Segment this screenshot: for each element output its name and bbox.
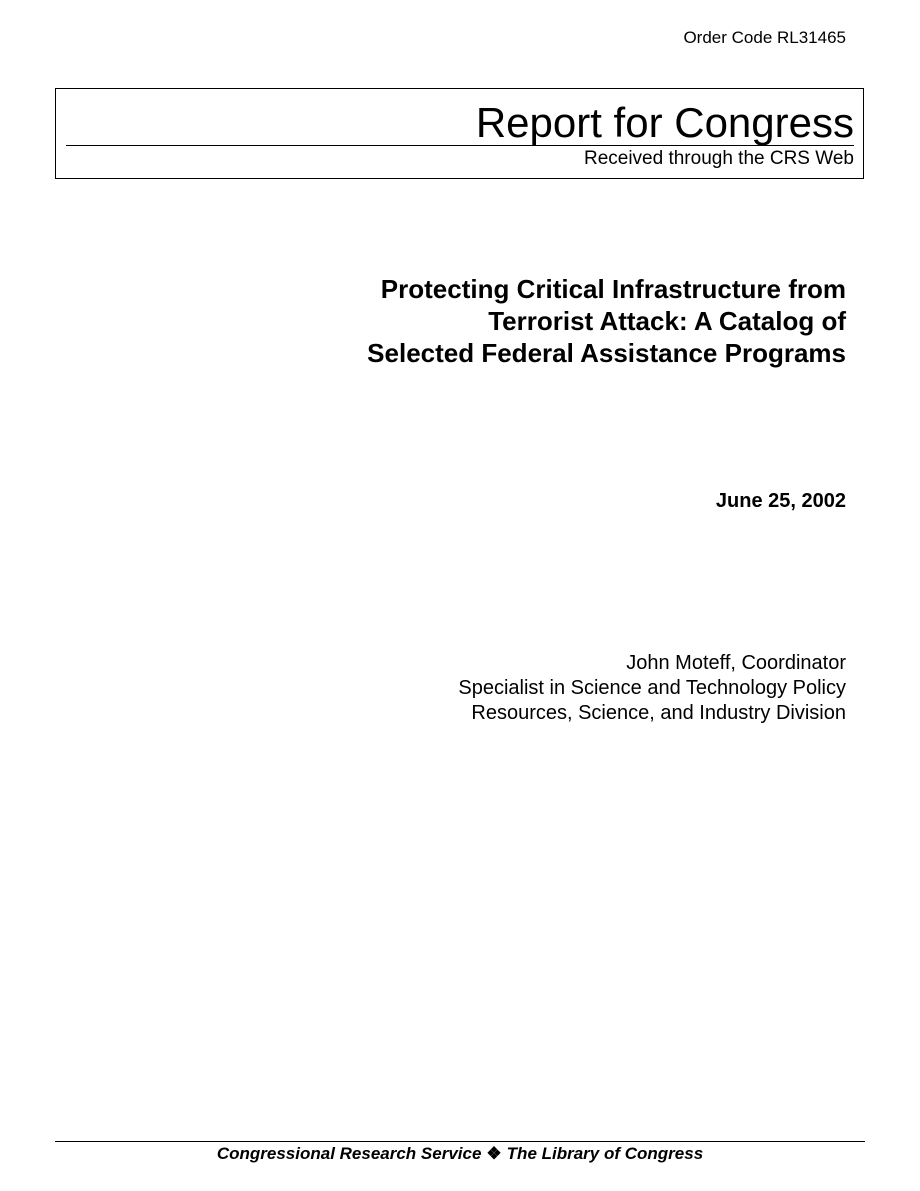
footer-divider <box>55 1141 865 1142</box>
diamond-separator-icon: ❖ <box>486 1144 502 1163</box>
author-block <box>458 651 846 726</box>
footer-library: The Library of Congress <box>506 1144 704 1163</box>
order-code: Order Code RL31465 <box>683 28 846 47</box>
footer-org: Congressional Research Service <box>216 1144 482 1163</box>
author-division: Resources, Science, and Industry Division <box>471 702 846 724</box>
footer <box>55 1143 865 1165</box>
document-title-line: Terrorist Attack: A Catalog of <box>488 306 846 336</box>
document-title-line: Protecting Critical Infrastructure from <box>380 274 846 304</box>
header-divider <box>66 145 854 146</box>
report-header-box <box>55 88 864 179</box>
document-title <box>367 273 846 369</box>
author-position: Specialist in Science and Technology Policy <box>458 677 846 699</box>
author-name: John Moteff, Coordinator <box>626 652 846 674</box>
report-title: Report for Congress <box>475 99 854 146</box>
document-title-line: Selected Federal Assistance Programs <box>367 338 846 368</box>
document-date: June 25, 2002 <box>715 490 846 512</box>
report-subtitle: Received through the CRS Web <box>583 148 854 169</box>
